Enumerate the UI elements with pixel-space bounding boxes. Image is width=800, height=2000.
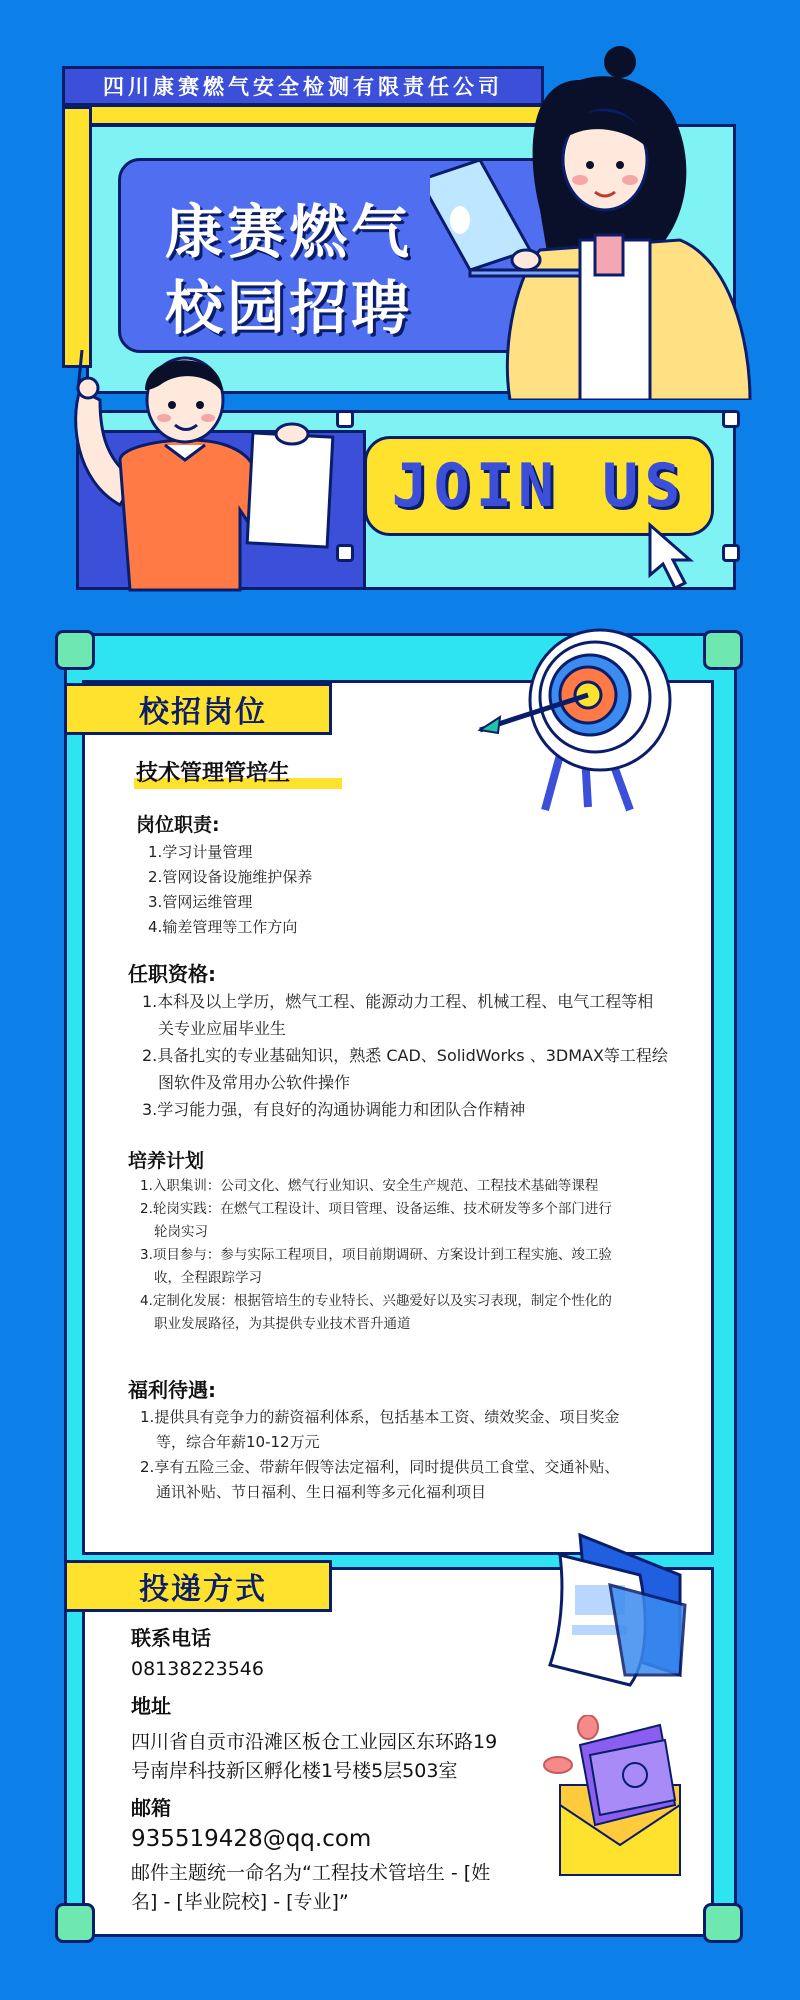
requirements-heading: 任职资格:	[128, 962, 216, 986]
requirement-item: 2.具备扎实的专业基础知识，熟悉 CAD、SolidWorks 、3DMAX等工程绘 图软件及常用办公软件操作	[142, 1046, 668, 1092]
duties-heading: 岗位职责:	[136, 814, 220, 836]
phone-value: 08138223546	[131, 1658, 264, 1680]
corner-decoration-bl	[55, 1903, 95, 1943]
cursor-icon	[645, 520, 705, 595]
corner-decoration-tr	[703, 630, 743, 670]
resize-handle-br	[722, 544, 740, 562]
address-label: 地址	[131, 1694, 171, 1718]
section-tag-apply: 投递方式	[64, 1560, 332, 1612]
duty-item: 3.管网运维管理	[148, 893, 253, 911]
join-us-button[interactable]: JOIN US	[364, 436, 714, 536]
duty-item: 2.管网设备设施维护保养	[148, 868, 313, 886]
training-list	[140, 1175, 700, 1336]
email-label: 邮箱	[131, 1796, 171, 1820]
corner-decoration-tl	[55, 630, 95, 670]
benefit-item: 2.享有五险三金、带薪年假等法定福利，同时提供员工食堂、交通补贴、 通讯补贴、节日福利、生日福利等多元化福利项目	[140, 1458, 620, 1501]
requirements-list	[142, 988, 702, 1123]
training-heading: 培养计划	[128, 1150, 205, 1172]
resize-handle-tr	[722, 410, 740, 428]
envelope-money-icon	[540, 1715, 690, 1880]
header-yellow-side	[62, 106, 92, 368]
document-folder-icon	[530, 1525, 690, 1695]
duties-list	[148, 840, 312, 940]
training-item: 2.轮岗实践：在燃气工程设计、项目管理、设备运维、技术研发等多个部门进行 轮岗实习	[140, 1201, 612, 1240]
email-note-line-1: 邮件主题统一命名为“工程技术管培生 - [姓	[131, 1862, 491, 1884]
phone-label: 联系电话	[131, 1626, 211, 1650]
job-title: 技术管理管培生	[136, 761, 291, 786]
requirement-item: 1.本科及以上学历，燃气工程、能源动力工程、机械工程、电气工程等相 关专业应届毕业生	[142, 992, 654, 1038]
corner-decoration-br	[703, 1903, 743, 1943]
training-item: 1.入职集训：公司文化、燃气行业知识、安全生产规范、工程技术基础等课程	[140, 1178, 599, 1194]
boy-illustration	[60, 330, 350, 610]
title-line-1: 康赛燃气	[165, 198, 414, 266]
duty-item: 1.学习计量管理	[148, 843, 253, 861]
benefit-item: 1.提供具有竞争力的薪资福利体系，包括基本工资、绩效奖金、项目奖金 等，综合年薪10-12万元	[140, 1408, 620, 1451]
address-line-2: 号南岸科技新区孵化楼1号楼5层503室	[131, 1760, 458, 1782]
address-line-1: 四川省自贡市沿滩区板仓工业园区东环路19	[131, 1731, 498, 1753]
company-name: 四川康赛燃气安全检测有限责任公司	[62, 66, 544, 106]
email-value[interactable]: 935519428@qq.com	[131, 1826, 372, 1852]
training-item: 4.定制化发展：根据管培生的专业特长、兴趣爱好以及实习表现，制定个性化的 职业发展路径，为其提供专业技术晋升通道	[140, 1293, 612, 1332]
benefits-list	[140, 1405, 700, 1505]
email-note-line-2: 名] - [毕业院校] - [专业]”	[131, 1891, 349, 1913]
section-tag-positions: 校招岗位	[64, 683, 332, 735]
training-item: 3.项目参与：参与实际工程项目，项目前期调研、方案设计到工程实施、竣工验 收，全程跟踪学习	[140, 1247, 612, 1286]
duty-item: 4.输差管理等工作方向	[148, 918, 298, 936]
title-line-2: 校园招聘	[165, 274, 414, 342]
target-icon	[470, 625, 690, 815]
benefits-heading: 福利待遇:	[128, 1378, 216, 1402]
requirement-item: 3.学习能力强，有良好的沟通协调能力和团队合作精神	[142, 1100, 526, 1119]
woman-illustration	[430, 40, 760, 400]
